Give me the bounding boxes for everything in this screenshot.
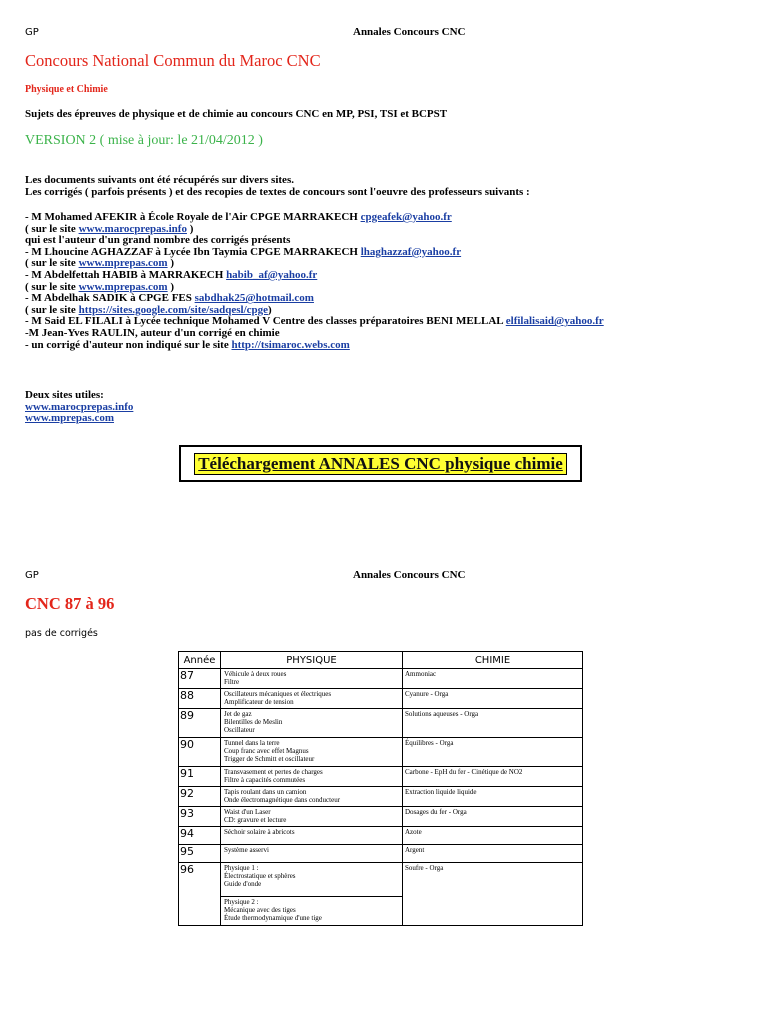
cell-line: Trigger de Schmitt et oscillateur [224, 755, 315, 763]
cell-line: Jet de gaz [224, 710, 252, 718]
cell-line: Extraction liquide liquide [405, 788, 477, 796]
version-label: VERSION 2 ( mise à jour: le 21/04/2012 ) [25, 133, 263, 148]
cell-line: Bilentilles de Meslin [224, 718, 283, 726]
year-cell: 88 [179, 689, 221, 709]
cell-line: Argent [405, 846, 425, 854]
annales-table [178, 651, 583, 926]
page-title: Concours National Commun du Maroc CNC [25, 51, 321, 70]
cell-line: Filtre à capacités commutées [224, 776, 306, 784]
contributor-name: - M Mohamed AFEKIR à École Royale de l'Air CPGE MARRAKECH [25, 211, 361, 223]
cell-line: CD: gravure et lecture [224, 816, 287, 824]
physique-cell [221, 807, 403, 827]
cell-line: Étude thermodynamique d'une tige [224, 914, 322, 922]
chimie-cell [403, 738, 583, 767]
table-row [179, 709, 583, 738]
page-description: Sujets des épreuves de physique et de chimie au concours CNC en MP, PSI, TSI et BCPST [25, 108, 448, 120]
cell-line: Ammoniac [405, 670, 437, 678]
column-header-chimie: CHIMIE [403, 652, 583, 669]
section-note: pas de corrigés [25, 628, 98, 639]
table-header-row [179, 652, 583, 669]
year-cell: 91 [179, 767, 221, 787]
site-prefix: ( sur le site [25, 280, 79, 293]
page1-header-left: GP [25, 27, 39, 38]
cell-line: Électrostatique et sphères [224, 872, 296, 880]
table-row [179, 767, 583, 787]
cell-line: Séchoir solaire à abricots [224, 828, 295, 836]
contributor-unknown [25, 340, 604, 352]
cell-line: Physique 2 : [224, 898, 259, 906]
chimie-cell [403, 827, 583, 845]
cell-line: Azote [405, 828, 422, 836]
cell-line: Dosages du fer - Orga [405, 808, 467, 816]
site-suffix: ) [268, 303, 272, 316]
email-link[interactable]: habib_af@yahoo.fr [226, 268, 318, 281]
chimie-cell [403, 767, 583, 787]
cell-line: Waist d'un Laser [224, 808, 271, 816]
useful-site-link[interactable]: www.mprepas.com [25, 412, 115, 425]
physique-cell [221, 709, 403, 738]
page1-header-center: Annales Concours CNC [353, 26, 466, 38]
table-body-96 [179, 863, 583, 926]
contributors-list [25, 212, 604, 351]
cell-line: Système asservi [224, 846, 269, 854]
useful-sites [25, 390, 133, 425]
chimie-cell [403, 787, 583, 807]
site-suffix: ) [167, 257, 175, 270]
site-link[interactable]: www.mprepas.com [78, 257, 168, 270]
table-body [179, 669, 583, 863]
year-cell: 95 [179, 845, 221, 863]
email-link[interactable]: cpgeafek@yahoo.fr [360, 211, 452, 223]
physique-cell [221, 787, 403, 807]
cell-line: Filtre [224, 678, 240, 686]
physique-cell [221, 827, 403, 845]
table-row [179, 845, 583, 863]
contributor-name: - M Lhoucine AGHAZZAF à Lycée Ibn Taymia CPGE MARRAKECH [25, 245, 361, 258]
column-header-year: Année [179, 652, 221, 669]
physique-2 [221, 896, 402, 925]
cell-line: Véhicule à deux roues [224, 670, 287, 678]
table-row [179, 807, 583, 827]
site-link[interactable]: www.marocprepas.info [78, 222, 187, 235]
contributor-raulin: -M Jean-Yves RAULIN, auteur d'un corrigé en chimie [25, 326, 280, 339]
cell-line: Solutions aqueuses - Orga [405, 710, 479, 718]
year-cell: 93 [179, 807, 221, 827]
cell-line: Onde électromagnétique dans conducteur [224, 796, 341, 804]
cell-line: Coup franc avec effet Magnus [224, 747, 309, 755]
cell-line: Oscillateurs mécaniques et électriques [224, 690, 332, 698]
physique-1 [221, 863, 402, 896]
page2-header-center: Annales Concours CNC [353, 569, 466, 581]
cell-line: Soufre - Orga [405, 864, 444, 872]
cell-line: Tapis roulant dans un camion [224, 788, 307, 796]
physique-cell [221, 669, 403, 689]
table-row [179, 738, 583, 767]
contributor-name: - un corrigé d'auteur non indiqué sur le site [25, 338, 232, 351]
cell-line: Oscillateur [224, 726, 255, 734]
chimie-cell [403, 709, 583, 738]
intro-line: Les documents suivants ont été récupérés sur divers sites. [25, 174, 294, 186]
contributor-note: qui est l'auteur d'un grand nombre des corrigés présents [25, 234, 291, 247]
contributor-name: - M Said EL FILALI à Lycée technique Mohamed V Centre des classes préparatoires BENI MELLAL [25, 315, 506, 328]
chimie-cell [403, 845, 583, 863]
page2-header-left: GP [25, 570, 39, 581]
year-cell: 94 [179, 827, 221, 845]
cell-line: Équilibres - Orga [405, 739, 454, 747]
year-cell: 92 [179, 787, 221, 807]
cell-line: Cyanure - Orga [405, 690, 449, 698]
site-link[interactable]: www.mprepas.com [78, 280, 168, 293]
email-link[interactable]: lhaghazzaf@yahoo.fr [360, 245, 462, 258]
year-cell: 96 [179, 863, 221, 926]
intro-text [25, 175, 530, 198]
site-link[interactable]: https://sites.google.com/site/sadqesl/cpge [78, 303, 269, 316]
page-subtitle: Physique et Chimie [25, 84, 108, 95]
chimie-cell [403, 689, 583, 709]
physique-cell [221, 738, 403, 767]
site-prefix: ( sur le site [25, 222, 79, 235]
download-banner-label[interactable]: Téléchargement ANNALES CNC physique chimie [194, 453, 567, 475]
download-banner[interactable] [179, 445, 582, 482]
physique-split [221, 863, 402, 925]
cell-line: Physique 1 : [224, 864, 259, 872]
email-link[interactable]: sabdhak25@hotmail.com [194, 292, 314, 305]
intro-line: Les corrigés ( parfois présents ) et des recopies de textes de concours sont l'oeuvre des professeurs suivants : [25, 185, 530, 198]
email-link[interactable]: elfilalisaid@yahoo.fr [505, 315, 604, 328]
year-cell: 89 [179, 709, 221, 738]
section-title: CNC 87 à 96 [25, 594, 115, 613]
chimie-cell [403, 863, 583, 926]
year-cell: 90 [179, 738, 221, 767]
chimie-cell [403, 669, 583, 689]
physique-cell [221, 863, 403, 926]
physique-cell [221, 767, 403, 787]
cell-line: Transvasement et pertes de charges [224, 768, 323, 776]
table-row [179, 689, 583, 709]
physique-cell [221, 689, 403, 709]
site-link[interactable]: http://tsimaroc.webs.com [231, 338, 350, 351]
table-row [179, 787, 583, 807]
table-row [179, 863, 583, 926]
cell-line: Mécanique avec des tiges [224, 906, 296, 914]
table-row [179, 669, 583, 689]
cell-line: Guide d'onde [224, 880, 262, 888]
site-prefix: ( sur le site [25, 257, 79, 270]
cell-line: Amplificateur de tension [224, 698, 294, 706]
year-cell: 87 [179, 669, 221, 689]
chimie-cell [403, 807, 583, 827]
column-header-physique: PHYSIQUE [221, 652, 403, 669]
useful-sites-label: Deux sites utiles: [25, 389, 104, 401]
site-suffix: ) [186, 222, 194, 235]
physique-cell [221, 845, 403, 863]
site-prefix: ( sur le site [25, 303, 79, 316]
contributor-name: - M Abdelhak SADIK à CPGE FES [25, 292, 195, 305]
useful-site-link[interactable]: www.marocprepas.info [25, 400, 134, 413]
contributor-name: - M Abdelfettah HABIB à MARRAKECH [25, 268, 227, 281]
site-suffix: ) [167, 280, 175, 293]
cell-line: Tunnel dans la terre [224, 739, 280, 747]
cell-line: Carbone - EpH du fer - Cinétique de NO2 [405, 768, 523, 776]
table-row [179, 827, 583, 845]
